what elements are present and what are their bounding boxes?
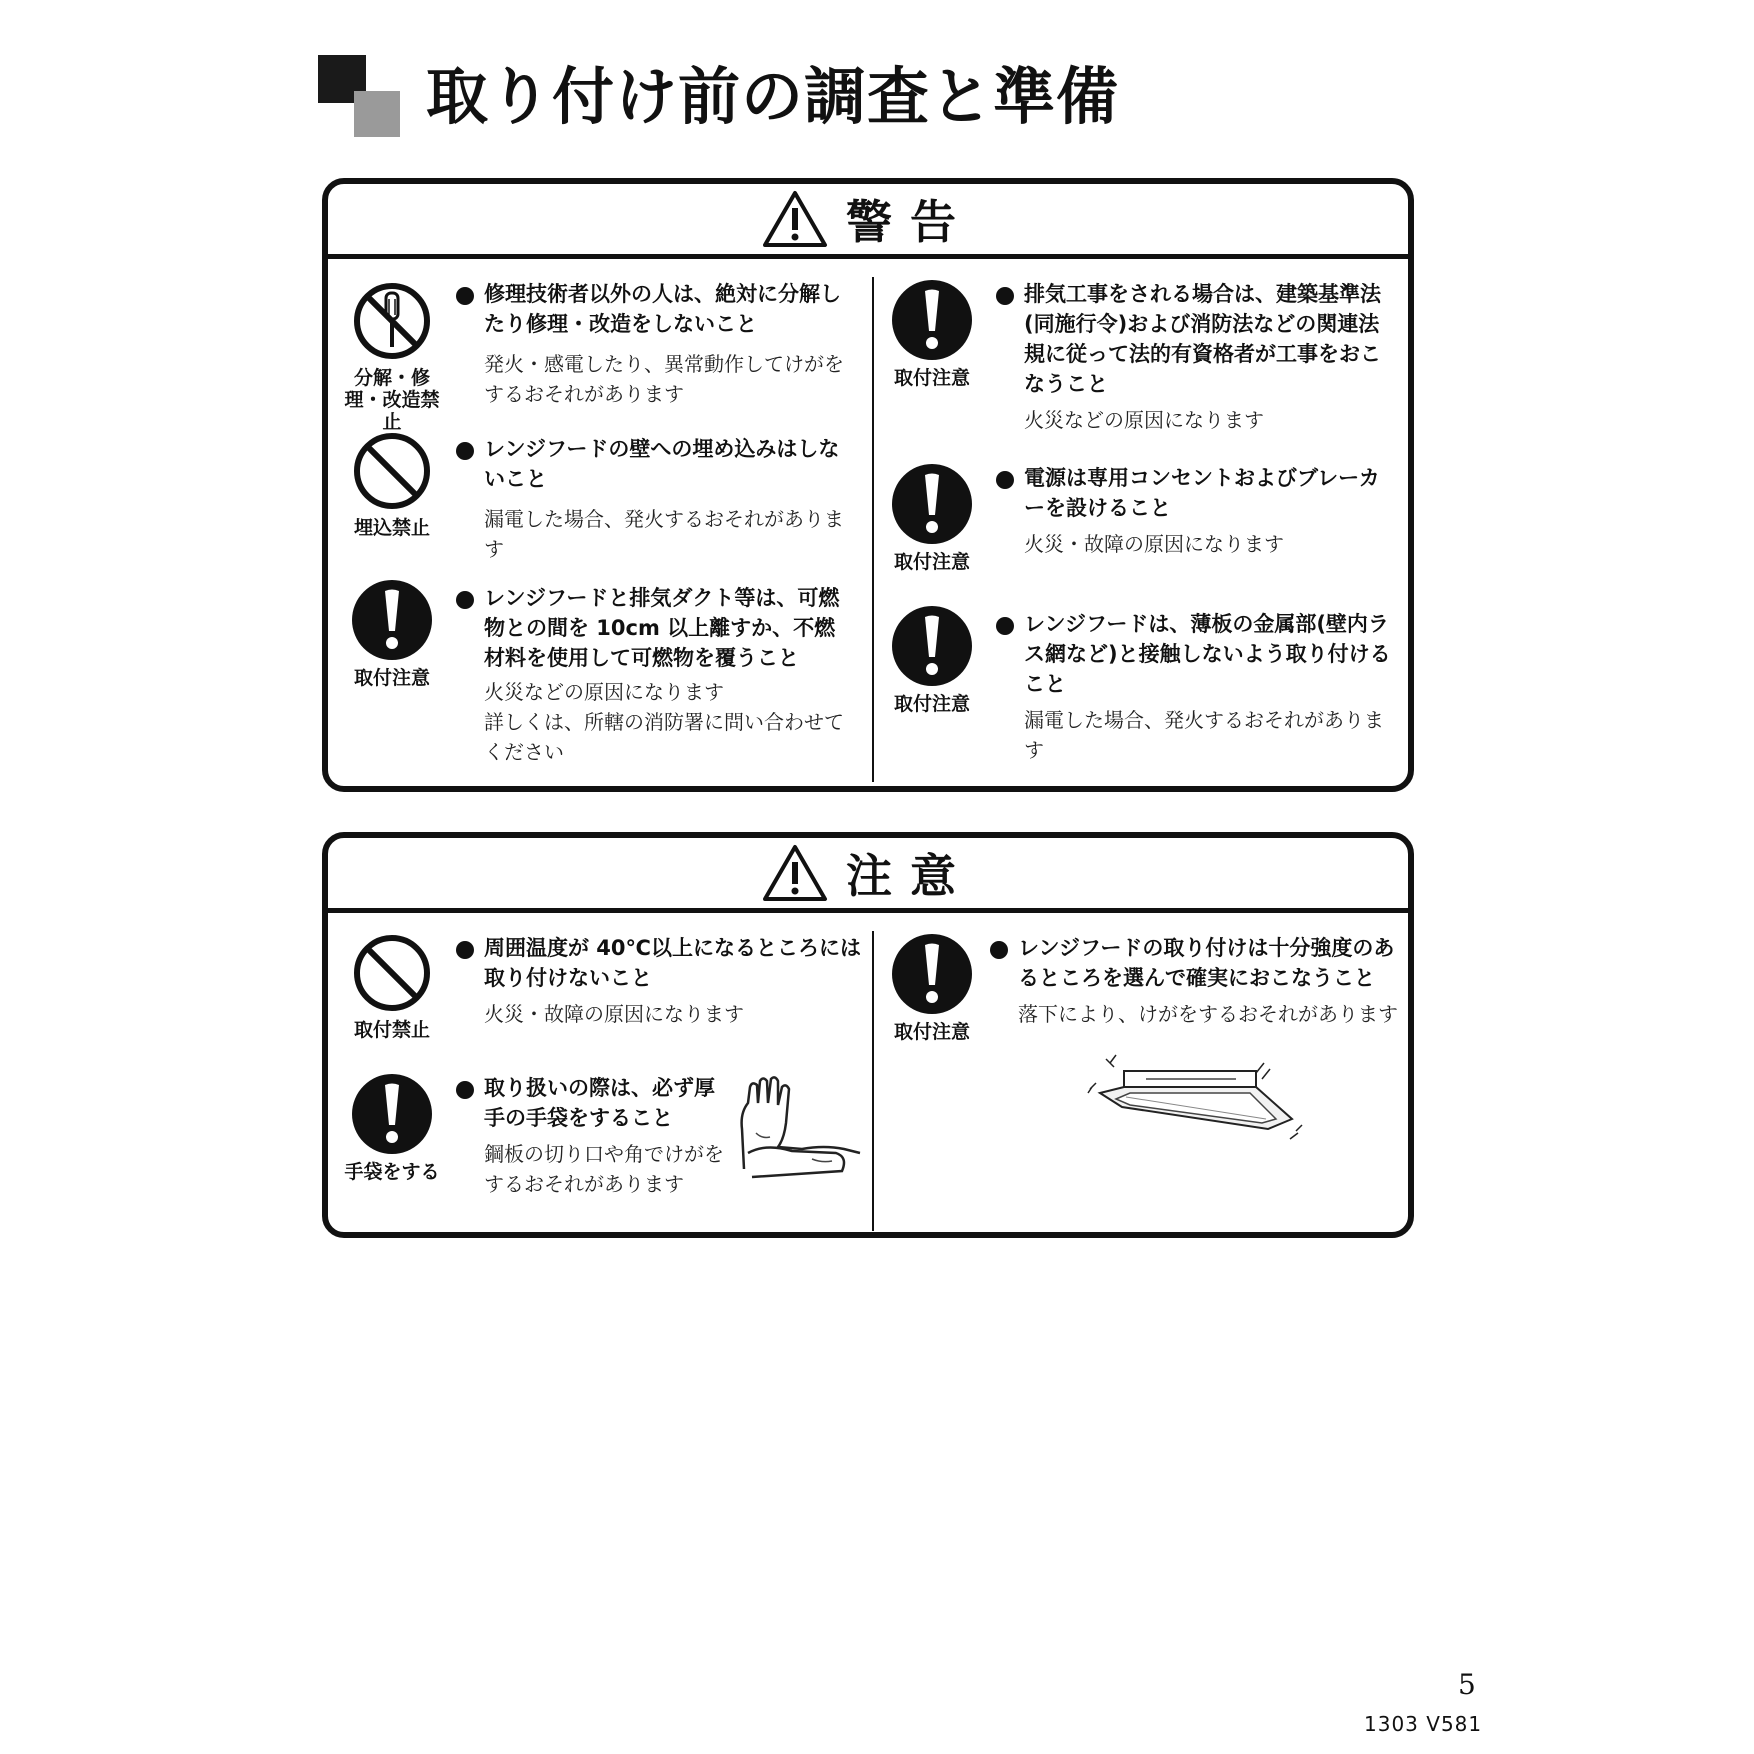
item-heading: 周囲温度が 40℃以上になるところには取り付けないこと — [484, 936, 861, 990]
caution-exclamation-icon — [891, 933, 973, 1015]
caution-exclamation-icon — [891, 605, 973, 687]
item-description: 火災・故障の原因になります — [1024, 532, 1284, 556]
caution-exclamation-icon — [351, 1073, 433, 1155]
item-description: 鋼板の切り口や角でけがをするおそれがあります — [484, 1142, 724, 1196]
caution-panel — [322, 832, 1414, 1238]
icon-label: 取付注意 — [893, 551, 970, 573]
item-description: 漏電した場合、発火するおそれがあります — [484, 507, 844, 561]
warning-body — [328, 259, 1408, 792]
icon-label: 取付注意 — [893, 693, 970, 715]
no-disassembly-icon — [352, 281, 432, 361]
icon-label: 取付注意 — [893, 1021, 970, 1043]
warning-panel — [322, 178, 1414, 792]
icon-label: 手袋をする — [344, 1161, 440, 1183]
warning-triangle-icon — [762, 190, 828, 248]
caution-label: 注意 — [846, 849, 974, 903]
item-heading: 電源は専用コンセントおよびブレーカーを設けること — [1024, 466, 1380, 520]
caution-body — [328, 913, 1408, 1238]
icon-label: 取付注意 — [893, 367, 970, 389]
item-description: 落下により、けがをするおそれがあります — [1018, 1002, 1398, 1026]
gloved-hands-icon — [732, 1073, 862, 1183]
icon-label: 埋込禁止 — [353, 517, 430, 539]
item-heading: 排気工事をされる場合は、建築基準法(同施行令)および消防法などの関連法規に従って法的有資格者が工事をおこなうこと — [1024, 282, 1381, 396]
item-description: 火災などの原因になります — [484, 680, 724, 704]
item-description: 火災などの原因になります — [1024, 408, 1264, 432]
item-description: 発火・感電したり、異常動作してけがをするおそれがあります — [484, 352, 844, 406]
item-heading: 取り扱いの際は、必ず厚手の手袋をすること — [484, 1076, 715, 1130]
page-title: 取り付け前の調査と準備 — [426, 60, 1120, 133]
icon-label: 取付注意 — [353, 667, 430, 689]
caution-exclamation-icon — [891, 463, 973, 545]
caution-exclamation-icon — [351, 579, 433, 661]
item-description-2: 詳しくは、所轄の消防署に問い合わせてください — [484, 710, 844, 764]
warning-header — [328, 184, 1408, 259]
range-hood-illustration — [1086, 1049, 1306, 1149]
item-heading: レンジフードは、薄板の金属部(壁内ラス網など)と接触しないよう取り付けること — [1024, 612, 1391, 696]
item-description: 漏電した場合、発火するおそれがあります — [1024, 708, 1384, 762]
column-divider — [872, 277, 874, 782]
icon-label: 分解・修理・改造禁止 — [344, 367, 440, 433]
item-heading: レンジフードの壁への埋め込みはしないこと — [484, 437, 840, 491]
title-marker — [318, 55, 408, 137]
warning-triangle-icon — [762, 844, 828, 902]
icon-label: 取付禁止 — [353, 1019, 430, 1041]
caution-exclamation-icon — [891, 279, 973, 361]
item-heading: レンジフードと排気ダクト等は、可燃物との間を 10cm 以上離すか、不燃材料を使用して可燃物を覆うこと — [484, 586, 840, 670]
column-divider — [872, 931, 874, 1231]
page-number: 5 — [1458, 1668, 1476, 1701]
warning-label: 警告 — [846, 195, 974, 249]
document-code: 1303 V581 — [1364, 1712, 1483, 1736]
caution-header — [328, 838, 1408, 913]
item-heading: 修理技術者以外の人は、絶対に分解したり修理・改造をしないこと — [484, 282, 841, 336]
prohibited-icon — [352, 431, 432, 511]
item-description: 火災・故障の原因になります — [484, 1002, 744, 1026]
prohibited-icon — [352, 933, 432, 1013]
item-heading: レンジフードの取り付けは十分強度のあるところを選んで確実におこなうこと — [1018, 936, 1395, 990]
